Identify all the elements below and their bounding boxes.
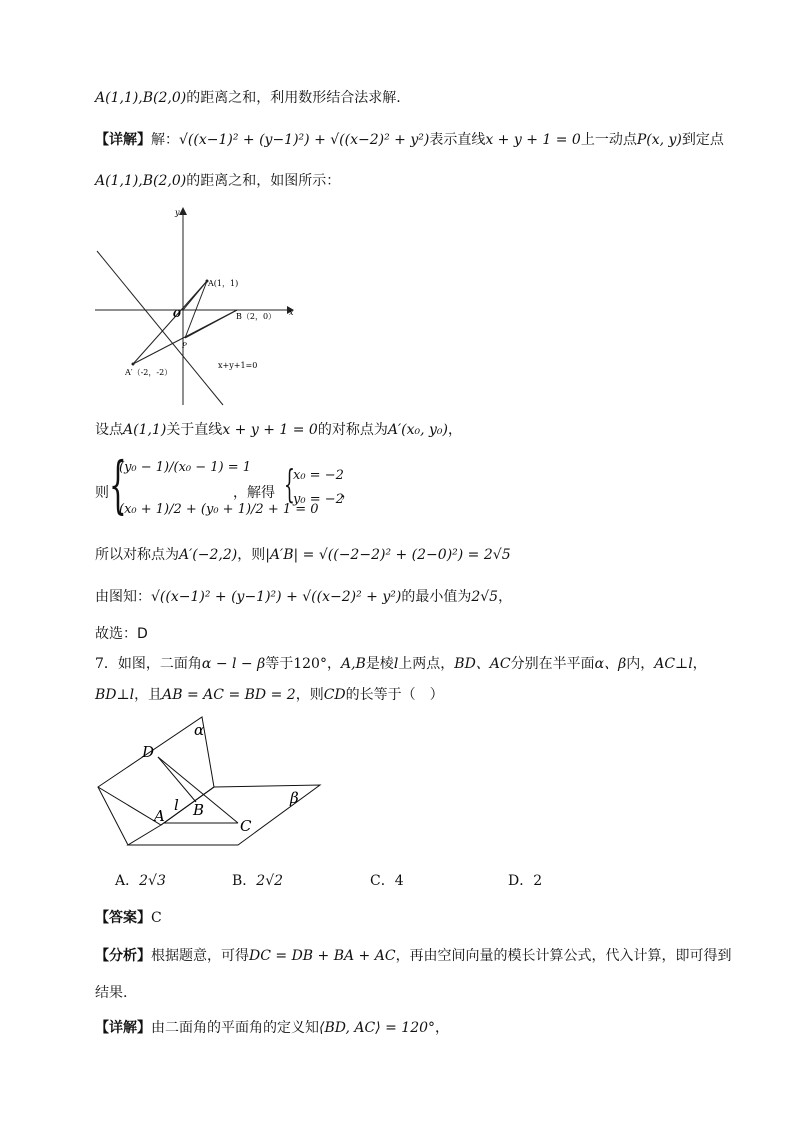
label-C: C	[240, 817, 252, 835]
question-7-line-1: 7．如图，二面角α − l − β等于120°，A,B是棱l上两点，BD、AC分别在半平面α、β内，AC⊥l，	[95, 656, 707, 672]
label-point-A2: A′（-2，-2）	[125, 368, 173, 377]
label-point-A: A(1，1)	[208, 279, 239, 288]
segment-O-A	[183, 281, 207, 310]
label-alpha: α	[194, 721, 205, 739]
label-line: x+y+1=0	[218, 361, 258, 370]
option-a: A．2√3	[115, 873, 166, 889]
y-axis-label: y	[175, 208, 180, 217]
label-A: A	[154, 807, 165, 825]
analysis-tag: 【分析】	[95, 948, 151, 964]
segment-A2-B	[133, 310, 237, 364]
math-expression: √((x−1)² + (y−1)²) + √((x−2)² + y²)	[179, 132, 430, 148]
y-axis-arrow	[179, 207, 187, 215]
label-origin: O	[173, 310, 181, 320]
analysis-line-1: 【分析】根据题意，可得DC = DB + BA + AC，再由空间向量的模长计算公式，代入计算，即可得到	[95, 948, 732, 964]
edge-l	[164, 787, 214, 823]
equation-system: 则 { (y₀ − 1)/(x₀ − 1) = 1 (x₀ + 1)/2 + (y₀ + 1)/2 + 1 = 0 ，解得 { x₀ = −2 y₀ = −2 ，	[95, 448, 355, 521]
answer-choice-line: 故选：D	[95, 626, 148, 642]
math-points: A(1,1),B(2,0)	[95, 90, 187, 106]
option-c: C．4	[370, 873, 404, 889]
label-point-B: B（2，0）	[236, 312, 277, 321]
coordinate-graph	[95, 205, 305, 410]
segment-A-A2	[133, 281, 207, 364]
text-line-4: 设点A(1,1)关于直线x + y + 1 = 0的对称点为A′(x₀, y₀)，	[95, 422, 462, 438]
question-7-line-2: BD⊥l，且AB = AC = BD = 2，则CD的长等于（ ）	[95, 687, 444, 703]
label-B: B	[193, 801, 205, 819]
brace-2: {	[284, 462, 295, 506]
solution-1: x₀ = −2	[293, 468, 344, 483]
solution-2: y₀ = −2	[293, 492, 344, 507]
dihedral-figure	[90, 715, 330, 850]
equation-2: (x₀ + 1)/2 + (y₀ + 1)/2 + 1 = 0	[119, 502, 319, 517]
equation-1: (y₀ − 1)/(x₀ − 1) = 1	[119, 460, 252, 475]
label-beta: β	[290, 789, 299, 807]
text-line-2: 【详解】解：√((x−1)² + (y−1)²) + √((x−2)² + y²)表示直线x + y + 1 = 0上一动点P(x, y)到定点	[95, 132, 724, 148]
label-D: D	[142, 743, 155, 761]
answer-line: 【答案】C	[95, 910, 162, 926]
detail-tag-2: 【详解】	[95, 1020, 151, 1036]
brace: {	[109, 448, 127, 521]
text-line-5: 所以对称点为A′(−2,2)，则|A′B| = √((−2−2)² + (2−0)²) = 2√5	[95, 547, 511, 563]
text-line-1: A(1,1),B(2,0)的距离之和，利用数形结合法求解.	[95, 90, 401, 106]
option-b: B．2√2	[232, 873, 284, 889]
label-l: l	[174, 796, 179, 814]
x-axis-label: x	[289, 308, 294, 317]
detail-tag: 【详解】	[95, 132, 151, 148]
detail-line: 【详解】由二面角的平面角的定义知⟨BD, AC⟩ = 120°，	[95, 1020, 450, 1036]
text-line-6: 由图知：√((x−1)² + (y−1)²) + √((x−2)² + y²)的最小值为2√5，	[95, 589, 513, 605]
text-line-3: A(1,1),B(2,0)的距离之和，如图所示：	[95, 173, 341, 189]
label-point-P: P	[182, 342, 187, 350]
answer-tag: 【答案】	[95, 910, 151, 926]
option-d: D．2	[508, 873, 543, 889]
analysis-line-2: 结果.	[95, 985, 128, 1001]
